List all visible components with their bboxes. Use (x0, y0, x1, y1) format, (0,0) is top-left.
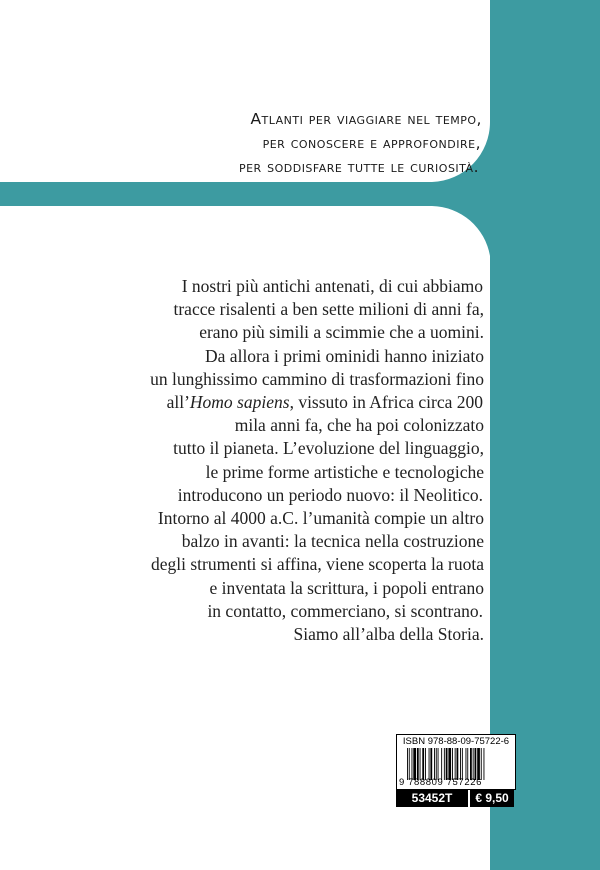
isbn-barcode (396, 734, 516, 790)
tagline-line-2: per conoscere e approfondire, (262, 134, 481, 152)
blurb-line-14: e inventata la scrittura, i popoli entrano (209, 577, 484, 598)
blurb-line-8: tutto il pianeta. L’evoluzione del linguaggio, (173, 438, 484, 459)
product-code: 53452T (396, 790, 468, 807)
blurb-line-4: Da allora i primi ominidi hanno iniziato (205, 345, 484, 366)
barcode-bars (407, 748, 511, 780)
blurb-line-2: tracce risalenti a ben sette milioni di anni fa, (173, 299, 484, 320)
homo-sapiens-italic: Homo sapiens (189, 392, 290, 413)
blurb-line-3: erano più simili a scimmie che a uomini. (199, 322, 484, 343)
blurb-line-6 (0, 391, 600, 414)
price-label: € 9,50 (470, 790, 514, 807)
blurb-line-1: I nostri più antichi antenati, di cui abbiamo (181, 276, 483, 296)
blurb-line-16: Siamo all’alba della Storia. (293, 624, 484, 645)
blurb-line-5: un lunghissimo cammino di trasformazioni fino (150, 368, 484, 389)
ean-digits: 9 788809 757226 (399, 777, 482, 788)
isbn-label: ISBN 978-88-09-75722-6 (402, 736, 510, 747)
tagline-line-1: Atlanti per viaggiare nel tempo, (250, 110, 482, 128)
tagline (0, 107, 592, 179)
blurb-line-13: degli strumenti si affina, viene scoperta la ruota (150, 554, 484, 575)
blurb-line-15: in contatto, commerciano, si scontrano. (207, 600, 483, 621)
blurb-line-11: Intorno al 4000 a.C. l’umanità compie un altro (157, 508, 484, 529)
blurb-text (0, 275, 600, 646)
blurb-line-9: le prime forme artistiche e tecnologiche (205, 461, 484, 482)
blurb-line-6-prefix: all’ (166, 392, 190, 413)
blurb-line-6-suffix: , vissuto in Africa circa 200 (289, 392, 483, 413)
blurb-line-7: mila anni fa, che ha poi colonizzato (234, 415, 484, 436)
blurb-line-10: introducono un periodo nuovo: il Neolitico. (177, 484, 483, 505)
tagline-line-3: per soddisfare tutte le curiosità. (238, 158, 479, 176)
blurb-line-12: balzo in avanti: la tecnica nella costruzione (181, 531, 484, 552)
